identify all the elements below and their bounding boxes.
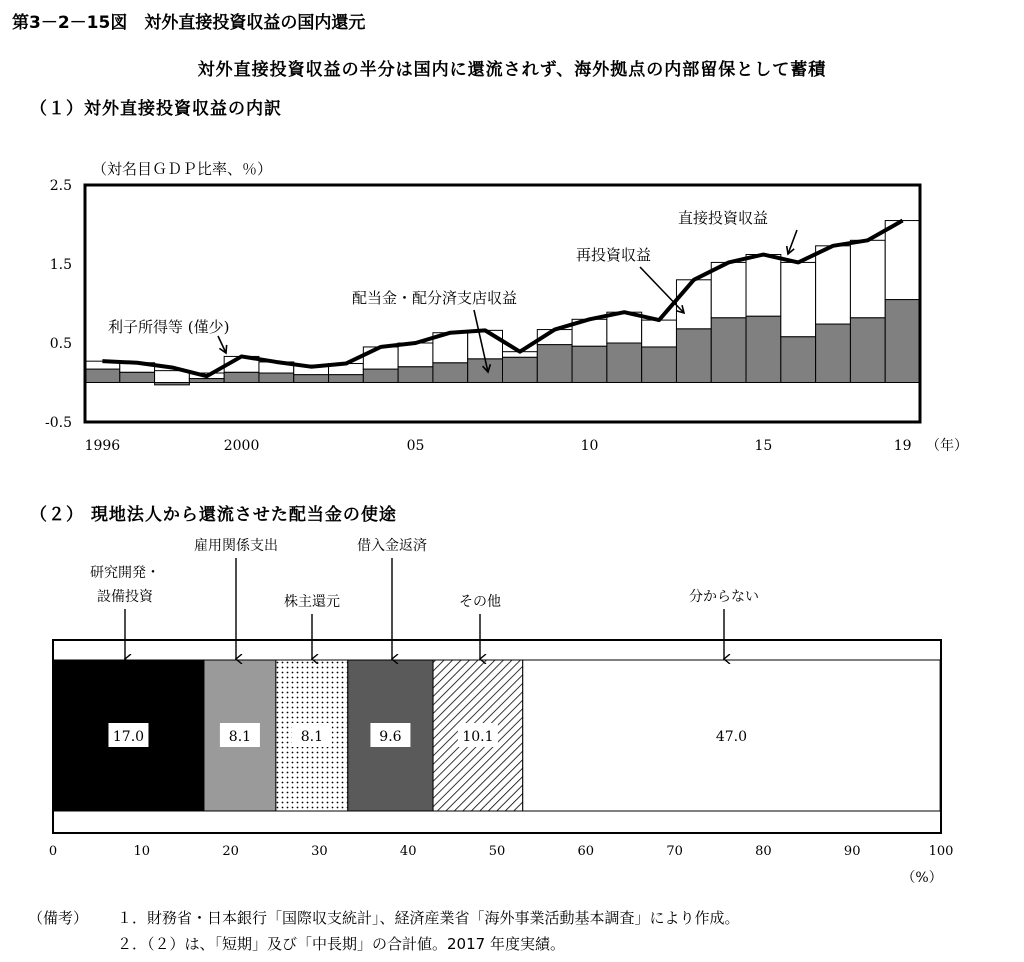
dividend-bar (294, 375, 329, 383)
x-tick-label: 15 (754, 438, 773, 454)
dividend-bar (850, 318, 885, 383)
y-tick-label: 2.5 (49, 178, 72, 194)
x-tick-label: 70 (666, 844, 683, 859)
category-label: 分からない (689, 589, 759, 605)
y-tick-label: 1.5 (49, 257, 72, 273)
category-label: 借入金返済 (357, 538, 427, 554)
value-label: 8.1 (228, 729, 252, 745)
x-tick-label: 2000 (223, 438, 260, 454)
dividend-bar (85, 369, 120, 382)
investment-income-chart (0, 150, 1024, 470)
dividend-bar (189, 379, 224, 383)
dividend-bar (259, 373, 294, 382)
x-tick-label: 90 (843, 844, 861, 859)
category-label: 研究開発・ (90, 565, 160, 581)
x-axis-label: （%） (901, 870, 943, 886)
dividend-bar (503, 357, 538, 382)
value-label: 10.1 (462, 729, 494, 745)
annotation-total: 直接投資収益 (678, 209, 769, 227)
dividend-bar (781, 337, 816, 383)
note-item-2: ２．（２）は、「短期」及び「中長期」の合計値。2017 年度実績。 (117, 935, 565, 953)
dividend-bar (572, 346, 607, 382)
x-tick-label: 05 (406, 438, 425, 454)
figure-title: 第3－2－15図 対外直接投資収益の国内還元 (12, 13, 366, 33)
x-tick-label: 80 (755, 844, 772, 859)
dividend-bar (398, 367, 433, 383)
reinvested-bar (816, 246, 851, 324)
x-tick-label: 1996 (84, 438, 121, 454)
panel2-heading: （２） 現地法人から還流させた配当金の使途 (30, 505, 397, 525)
reinvested-bar (468, 330, 503, 358)
dividend-bar (329, 375, 364, 383)
value-label: 8.1 (300, 729, 323, 745)
x-tick-label: 50 (488, 844, 506, 859)
y-tick-label: 0.5 (49, 336, 72, 352)
dividend-bar (433, 363, 468, 383)
category-label: 雇用関係支出 (194, 538, 278, 554)
reinvested-bar (746, 255, 781, 317)
dividend-bar (642, 347, 677, 383)
dividend-bar (607, 343, 642, 383)
value-label: 47.0 (715, 729, 748, 745)
x-axis-label: （年） (926, 438, 968, 454)
dividend-bar (711, 318, 746, 383)
x-tick-label: 100 (928, 844, 954, 859)
category-label: 株主還元 (284, 594, 340, 610)
dividend-bar (816, 324, 851, 382)
x-tick-label: 30 (311, 844, 328, 859)
dividend-bar (537, 345, 572, 383)
reinvested-bar (398, 343, 433, 367)
y-tick-label: -0.5 (45, 415, 72, 431)
y-axis-label: （対名目ＧＤＰ比率、％） (92, 160, 273, 178)
dividend-usage-chart (0, 535, 1024, 895)
annotation-arrow (788, 230, 797, 254)
reinvested-bar (885, 221, 920, 300)
category-label: その他 (459, 594, 501, 610)
category-label: 設備投資 (97, 589, 153, 605)
dividend-bar (224, 372, 259, 382)
annotation-interest: 利子所得等 (僅少) (108, 318, 230, 336)
annotation-arrow (218, 336, 226, 353)
value-label: 9.6 (379, 729, 402, 745)
x-tick-label: 40 (399, 844, 417, 859)
note-item-1: １．財務省・日本銀行「国際収支統計」、経済産業省「海外事業活動基本調査」により作成。 (117, 909, 740, 927)
dividend-bar (885, 300, 920, 383)
x-tick-label: 0 (48, 844, 58, 859)
notes-lead: （備考） (28, 909, 89, 927)
dividend-bar (120, 372, 155, 382)
value-label: 17.0 (112, 729, 145, 745)
panel1-heading: （１）対外直接投資収益の内訳 (30, 99, 282, 119)
annotation-reinvested: 再投資収益 (576, 246, 652, 264)
annotation-dividend: 配当金・配分済支店収益 (352, 289, 518, 307)
x-tick-label: 10 (580, 438, 599, 454)
reinvested-bar (642, 320, 677, 347)
reinvested-bar (676, 280, 711, 329)
x-tick-label: 10 (133, 844, 151, 859)
figure-subtitle: 対外直接投資収益の半分は国内に還流されず、海外拠点の内部留保として蓄積 (197, 60, 827, 80)
x-tick-label: 19 (893, 438, 912, 454)
x-tick-label: 20 (222, 844, 239, 859)
reinvested-bar (363, 347, 398, 369)
dividend-bar (363, 369, 398, 382)
reinvested-bar (850, 240, 885, 317)
dividend-bar (676, 329, 711, 383)
reinvested-bar (781, 262, 816, 336)
dividend-bar (746, 316, 781, 382)
x-tick-label: 60 (577, 844, 595, 859)
